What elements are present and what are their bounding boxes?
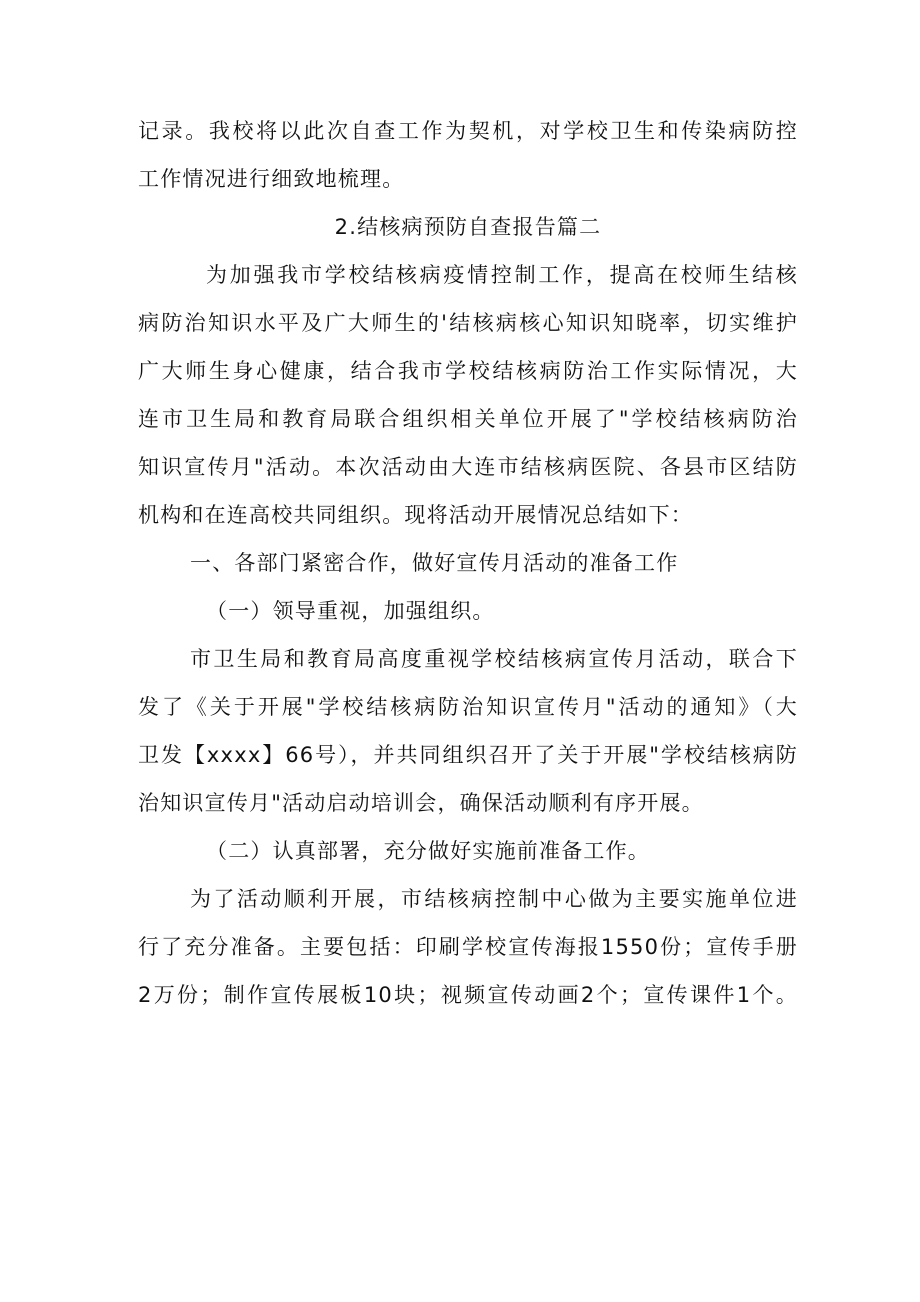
subheading-1: 一、各部门紧密合作，做好宣传月活动的准备工作 [190,551,679,575]
paragraph-2-line-1: 市卫生局和教育局高度重视学校结核病宣传月活动，联合下 [190,647,798,671]
paragraph-3-line-2: 行了充分准备。主要包括：印刷学校宣传海报1550份；宣传手册 [138,935,798,959]
paragraph-2-line-2: 发了《关于开展"学校结核病防治知识宣传月"活动的通知》（大 [138,695,798,719]
paragraph-3-line-1: 为了活动顺利开展，市结核病控制中心做为主要实施单位进 [190,887,798,911]
paragraph-2-line-4: 治知识宣传月"活动启动培训会，确保活动顺利有序开展。 [138,791,704,815]
section-heading: 2.结核病预防自查报告篇二 [334,215,602,239]
subheading-1-1: （一）领导重视，加强组织。 [206,599,495,623]
paragraph-line-2: 病防治知识水平及广大师生的'结核病核心知识知晓率，切实维护 [138,311,798,335]
paragraph-line-3: 广大师生身心健康，结合我市学校结核病防治工作实际情况，大 [138,359,798,383]
paragraph-2-line-3: 卫发【xxxx】66号），并共同组织召开了关于开展"学校结核病防 [138,743,798,767]
body-line-2: 工作情况进行细致地梳理。 [138,167,405,191]
body-line-1: 记录。我校将以此次自查工作为契机，对学校卫生和传染病防控 [138,119,798,143]
paragraph-line-4: 连市卫生局和教育局联合组织相关单位开展了"学校结核病防治 [138,407,798,431]
paragraph-3-line-3: 2万份；制作宣传展板10块；视频宣传动画2个；宣传课件1个。 [138,983,798,1007]
paragraph-line-6: 机构和在连高校共同组织。现将活动开展情况总结如下： [138,503,693,527]
paragraph-line-1: 为加强我市学校结核病疫情控制工作，提高在校师生结核 [206,263,798,287]
paragraph-line-5: 知识宣传月"活动。本次活动由大连市结核病医院、各县市区结防 [138,455,798,479]
subheading-1-2: （二）认真部署，充分做好实施前准备工作。 [206,839,650,863]
